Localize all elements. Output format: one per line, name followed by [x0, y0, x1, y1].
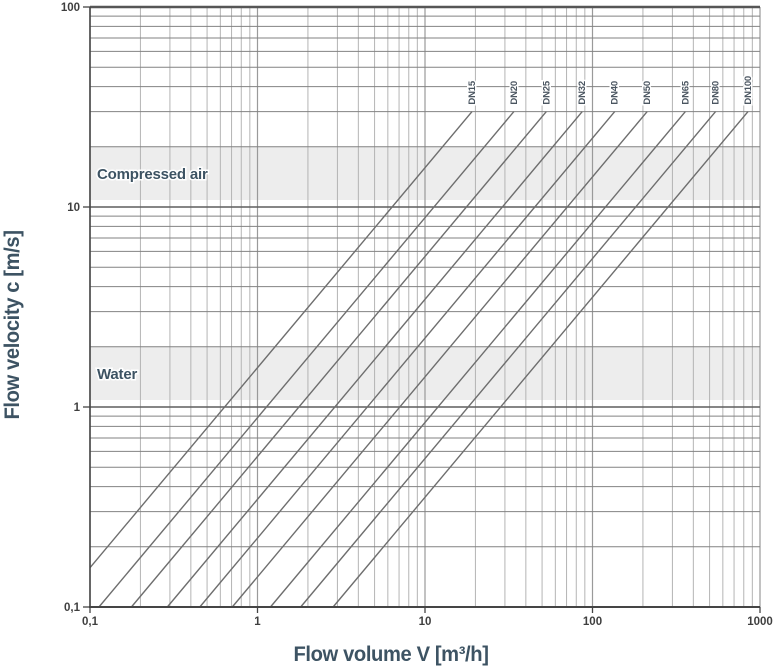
dn-label-dn40: DN40 [609, 81, 621, 105]
dn-label-dn15: DN15 [467, 81, 479, 105]
y-tick-label: 100 [60, 2, 80, 14]
dn-label-dn65: DN65 [680, 81, 692, 105]
x-tick-label: 0,1 [82, 616, 98, 628]
y-tick-label: 10 [67, 202, 80, 214]
dn-label-dn100: DN100 [743, 75, 755, 105]
y-tick-label: 0,1 [64, 602, 80, 614]
dn-label-dn25: DN25 [541, 81, 553, 105]
band-label-water: Water [97, 365, 138, 383]
dn-label-dn20: DN20 [508, 81, 520, 105]
x-tick-label: 10 [418, 616, 432, 628]
x-tick-label: 1 [254, 616, 261, 628]
x-tick-label: 100 [582, 616, 603, 628]
dn-label-dn32: DN32 [577, 81, 589, 105]
y-axis-title: Flow velocity c [m/s] [1, 230, 24, 420]
x-tick-label: 1000 [747, 616, 773, 628]
dn-label-dn80: DN80 [710, 81, 722, 105]
y-tick-label: 1 [73, 402, 80, 414]
band-label-compressed-air: Compressed air [97, 165, 208, 183]
x-axis-title: Flow volume V [m³/h] [293, 643, 489, 666]
dn-label-dn50: DN50 [642, 81, 654, 105]
